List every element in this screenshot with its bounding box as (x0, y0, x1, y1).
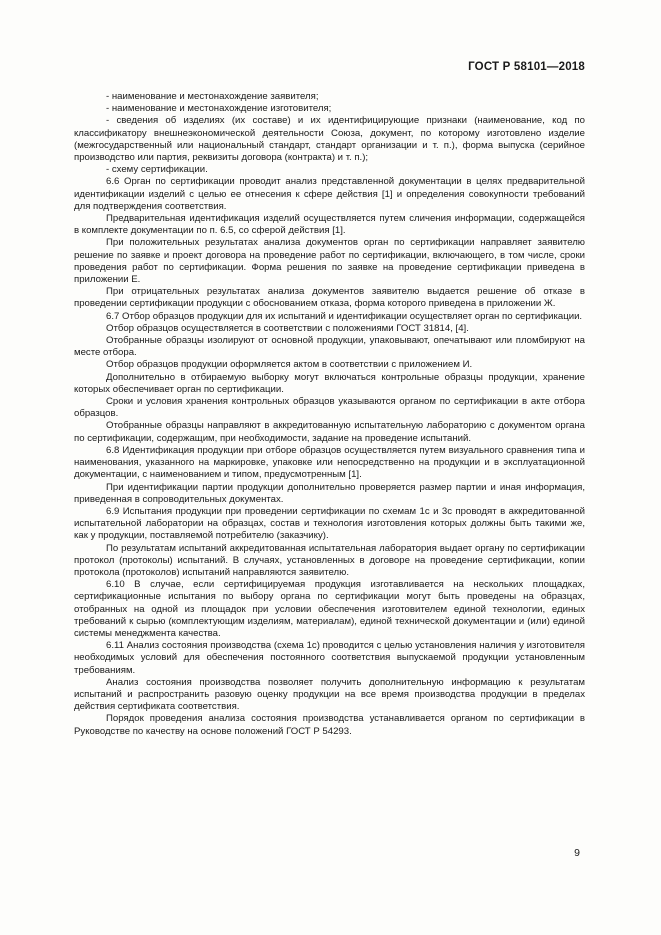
paragraph: Анализ состояния производства позволяет получить дополнительную информацию к результатам испытаний и распространить разовую оценку продукции на все время производства продукции в пределах действия сертификата соответствия. (74, 676, 585, 713)
paragraph: Сроки и условия хранения контрольных образцов указываются органом по сертификации в акте отбора образцов. (74, 396, 585, 420)
paragraph: Отбор образцов осуществляется в соответствии с положениями ГОСТ 31814, [4]. (106, 322, 469, 334)
paragraph: 6.10 В случае, если сертифицируемая продукция изготавливается на нескольких площадках, сертификационные испытания по выбору органа по сертификации могут быть проведены на образцах, отобранных на одной из площадок при условии обеспечения изготовителем единой технологии, единых требований к сырью (комплектующим изделиям, материалам), единой технической документации и (или) единой системы менеджмента качества. (74, 579, 585, 639)
paragraph: - схему сертификации. (106, 164, 208, 176)
paragraph: Отобранные образцы направляют в аккредитованную испытательную лабораторию с документом органа по сертификации, содержащим, при необходимости, задание на проведение испытаний. (74, 420, 585, 444)
paragraph: Порядок проведения анализа состояния производства устанавливается органом по сертификации в Руководстве по качеству на основе положений ГОСТ Р 54293. (74, 713, 585, 737)
paragraph: При отрицательных результатах анализа документов заявителю выдается решение об отказе в проведении сертификации продукции с обоснованием отказа, форма которого приведена в приложении Ж. (74, 286, 585, 310)
paragraph: 6.7 Отбор образцов продукции для их испытаний и идентификации осуществляет орган по сертификации. (106, 310, 583, 322)
paragraph: Предварительная идентификация изделий осуществляется путем сличения информации, содержащейся в комплекте документации по п. 6.5, со сферой действия [1]. (74, 213, 585, 237)
paragraph: При положительных результатах анализа документов орган по сертификации направляет заявителю решение по заявке и проект договора на проведение работ по сертификации, включающего, в том числе, сроки проведения работ по сертификации. Форма решения по заявке на проведение сертификации приведена в приложении Е. (74, 237, 585, 286)
document-number: ГОСТ Р 58101—2018 (468, 61, 585, 73)
paragraph: 6.11 Анализ состояния производства (схема 1с) проводится с целью установления наличия у изготовителя необходимых условий для обеспечения постоянного соответствия выпускаемой продукции установленным требованиям. (74, 640, 585, 676)
paragraph: Отбор образцов продукции оформляется актом в соответствии с приложением И. (106, 359, 473, 371)
paragraph: - сведения об изделиях (их составе) и их идентифицирующие признаки (наименование, код по классификатору внешнеэкономической деятельности Союза, документ, по которому изготовлено изделие (межгосударственный или национальный стандарт, стандарт организации и т. п.), форма выпуска (серийное производство или партия, реквизиты договора (контракта) и т. п.); (74, 115, 585, 164)
paragraph: - наименование и местонахождение заявителя; (106, 91, 319, 102)
paragraph: Дополнительно в отбираемую выборку могут включаться контрольные образцы продукции, хранение которых обеспечивает орган по сертификации. (74, 371, 585, 395)
paragraph: По результатам испытаний аккредитованная испытательная лаборатория выдает органу по сертификации протокол (протоколы) испытаний. В случаях, установленных в договоре на проведение сертификации, копии протокола (протоколов) испытаний направляются заявителю. (74, 542, 585, 578)
page-number: 9 (574, 847, 580, 859)
paragraph: 6.8 Идентификация продукции при отборе образцов осуществляется путем визуального сравнения типа и наименования, указанного на маркировке, упаковке или непосредственно на продукции и в эксплуатационной документации, с наименованием и типом, предусмотренным [1]. (74, 444, 585, 481)
paragraph: При идентификации партии продукции дополнительно проверяется размер партии и иная информация, приведенная в сопроводительных документах. (74, 481, 585, 505)
paragraph: 6.9 Испытания продукции при проведении сертификации по схемам 1с и 3с проводят в аккредитованной испытательной лаборатории на образцах, состав и технология изготовления которых должны быть такими же, как у продукции, поставляемой потребителю (заказчику). (74, 505, 585, 542)
document-body (74, 91, 585, 738)
paragraph: 6.6 Орган по сертификации проводит анализ представленной документации в целях предварительной идентификации изделий с целью ее отнесения к сфере действия [1] и определения совокупности требований для подтверждения соответствия. (74, 176, 585, 212)
paragraph: Отобранные образцы изолируют от основной продукции, упаковывают, опечатывают или пломбируют на месте отбора. (74, 335, 585, 359)
paragraph: - наименование и местонахождение изготовителя; (106, 103, 332, 115)
